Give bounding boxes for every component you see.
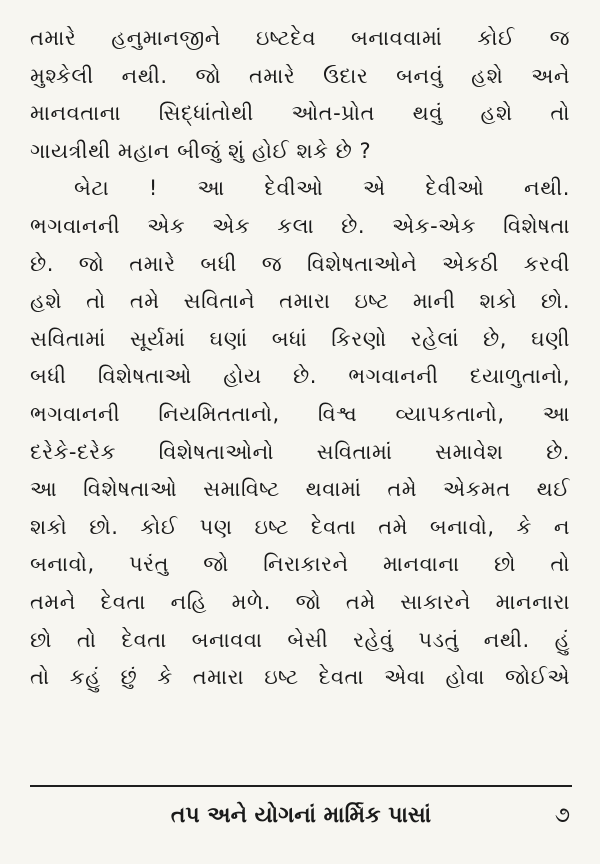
text-line: ગાયત્રીથી મહાન બીજું શું હોઈ શકે છે ? [30, 138, 372, 163]
text-line: શકો છો. કોઈ પણ ઇષ્ટ દેવતા તમે બનાવો, કે ન [30, 514, 570, 539]
text-line: મુશ્કેલી નથી. જો તમારે ઉદાર બનવું હશે અને [30, 63, 570, 88]
text-line: બધી વિશેષતાઓ હોય છે. ભગવાનની દયાળુતાનો, [30, 364, 570, 389]
text-line: તમારે હનુમાનજીને ઇષ્ટદેવ બનાવવામાં કોઈ જ [30, 26, 570, 50]
text-line: બનાવો, પરંતુ જો નિરાકારને માનવાના છો તો [30, 552, 570, 577]
book-title: તપ અને યોગનાં માર્મિક પાસાં [170, 803, 432, 828]
footer-divider [30, 785, 572, 787]
text-line: ભગવાનની એક એક કલા છે. એક-એક વિશેષતા [30, 213, 570, 238]
text-line: આ વિશેષતાઓ સમાવિષ્ટ થવામાં તમે એકમત થઈ [30, 477, 570, 502]
text-line: છો તો દેવતા બનાવવા બેસી રહેવું પડતું નથી. હું [30, 627, 570, 652]
page-footer [30, 796, 572, 836]
page-number: ૭ [554, 803, 570, 828]
text-line: બેટા ! આ દેવીઓ એ દેવીઓ નથી. [74, 176, 570, 201]
text-line: છે. જો તમારે બધી જ વિશેષતાઓને એકઠી કરવી [30, 251, 570, 276]
text-line: ભગવાનની નિયમિતતાનો, વિશ્વ વ્યાપકતાનો, આ [30, 401, 570, 426]
text-line: તમને દેવતા નહિ મળે. જો તમે સાકારને માનનારા [30, 589, 570, 614]
text-line: તો કહું છું કે તમારા ઇષ્ટ દેવતા એવા હોવા જોઈએ [30, 665, 570, 690]
text-line: માનવતાના સિદ્ધાંતોથી ઓત-પ્રોત થવું હશે તો [30, 101, 570, 126]
body-text [30, 20, 570, 697]
text-line: હશે તો તમે સવિતાને તમારા ઇષ્ટ માની શકો છો. [30, 289, 570, 314]
text-line: સવિતામાં સૂર્યમાં ઘણાં બધાં કિરણો રહેલાં છે, ઘણી [30, 326, 570, 351]
text-line: દરેકે-દરેક વિશેષતાઓનો સવિતામાં સમાવેશ છે. [30, 439, 570, 464]
